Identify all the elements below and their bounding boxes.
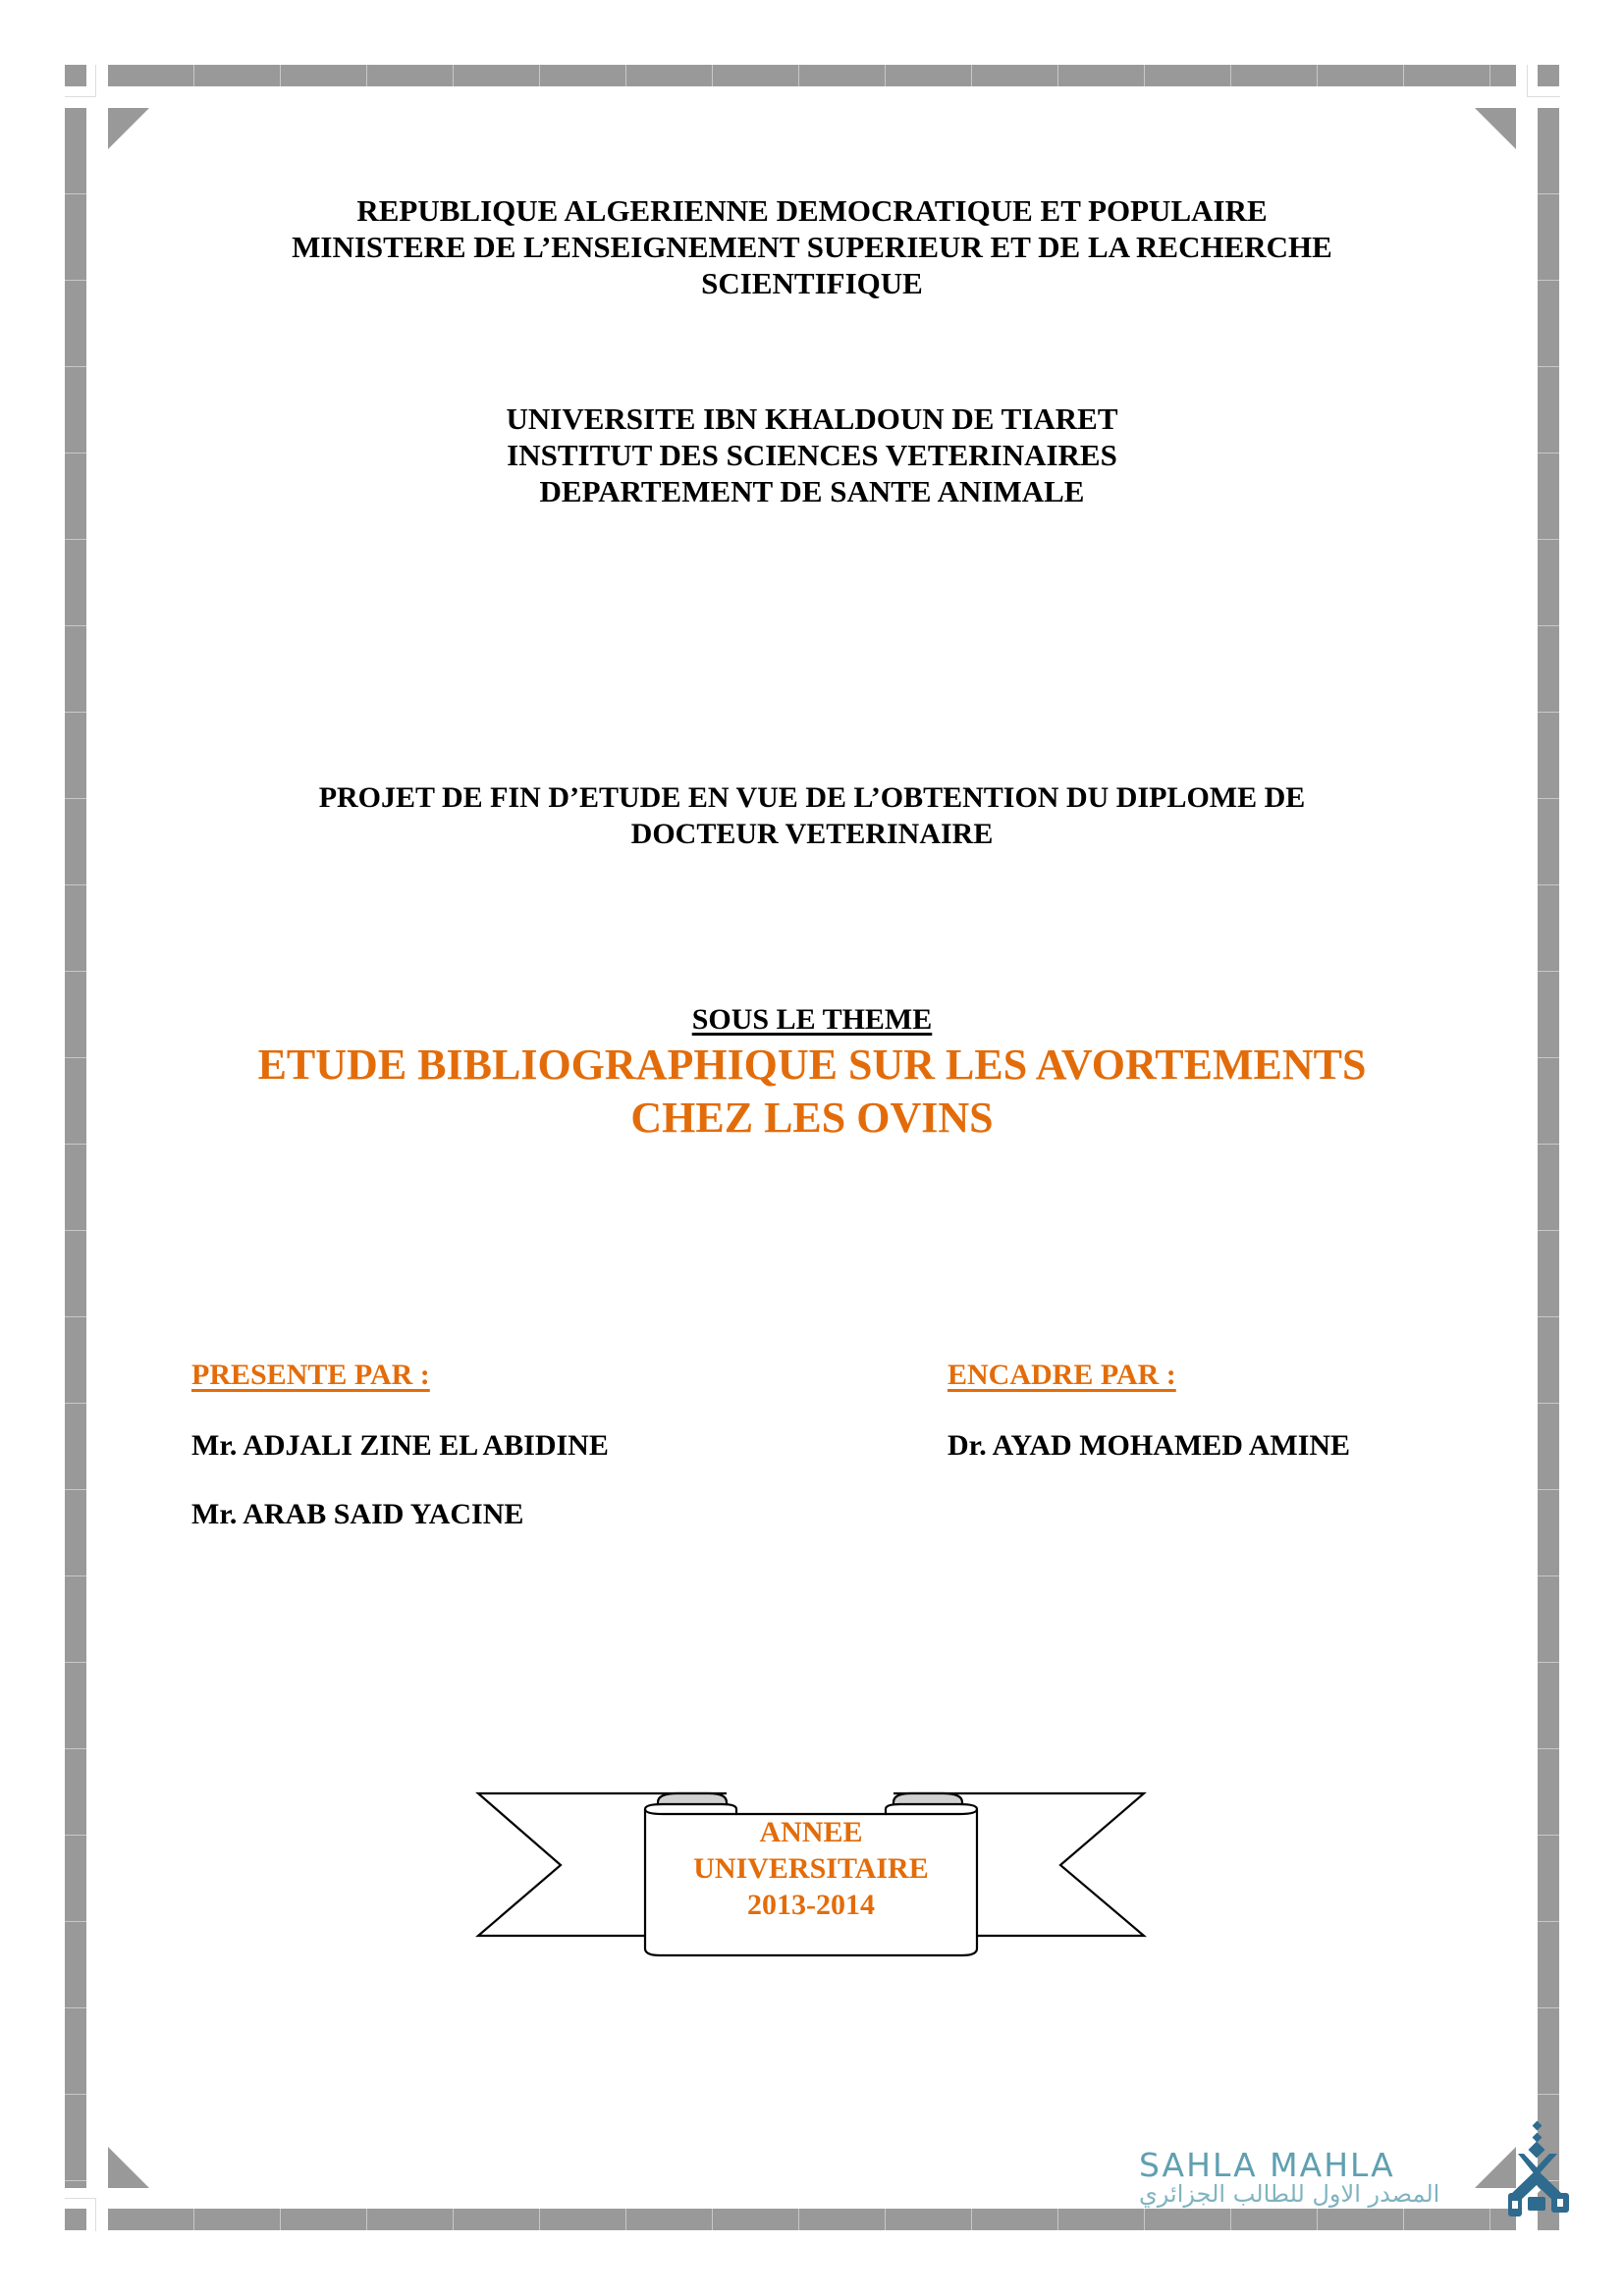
thesis-title-line-1: ETUDE BIBLIOGRAPHIQUE SUR LES AVORTEMENTS (257, 1041, 1367, 1089)
university-name: UNIVERSITE IBN KHALDOUN DE TIARET (506, 401, 1118, 436)
project-line-2: DOCTEUR VETERINAIRE (630, 818, 994, 850)
theme-label: SOUS LE THEME (691, 1003, 933, 1036)
academic-year-ribbon (645, 1814, 977, 1923)
header-ministry: MINISTERE DE L’ENSEIGNEMENT SUPERIEUR ET DE LA RECHERCHE (292, 230, 1332, 264)
student-name-1: Mr. ADJALI ZINE EL ABIDINE (191, 1429, 609, 1462)
supervisor-name: Dr. AYAD MOHAMED AMINE (947, 1429, 1351, 1462)
project-line-1: PROJET DE FIN D’ETUDE EN VUE DE L’OBTENTION DU DIPLOME DE (318, 781, 1306, 814)
header-republic: REPUBLIQUE ALGERIENNE DEMOCRATIQUE ET POPULAIRE (356, 193, 1268, 228)
institute-name: INSTITUT DES SCIENCES VETERINAIRES (507, 438, 1117, 472)
watermark-tagline: المصدر الاول للطالب الجزائري (1139, 2180, 1440, 2208)
presented-by-label: PRESENTE PAR : (191, 1359, 430, 1391)
header-ministry-cont: SCIENTIFIQUE (701, 266, 923, 300)
supervised-by-label: ENCADRE PAR : (947, 1359, 1176, 1391)
ribbon-line-3: 2013-2014 (747, 1889, 875, 1921)
student-name-2: Mr. ARAB SAID YACINE (191, 1498, 524, 1530)
sahla-mahla-watermark (1139, 2146, 1512, 2208)
watermark-brand: SAHLA MAHLA (1139, 2146, 1395, 2184)
department-name: DEPARTEMENT DE SANTE ANIMALE (539, 474, 1085, 508)
ribbon-line-2: UNIVERSITAIRE (693, 1852, 929, 1885)
ribbon-line-1: ANNEE (759, 1816, 863, 1848)
kufic-calligraphy-logo-icon (1504, 2120, 1575, 2220)
thesis-title-line-2: CHEZ LES OVINS (630, 1094, 994, 1142)
